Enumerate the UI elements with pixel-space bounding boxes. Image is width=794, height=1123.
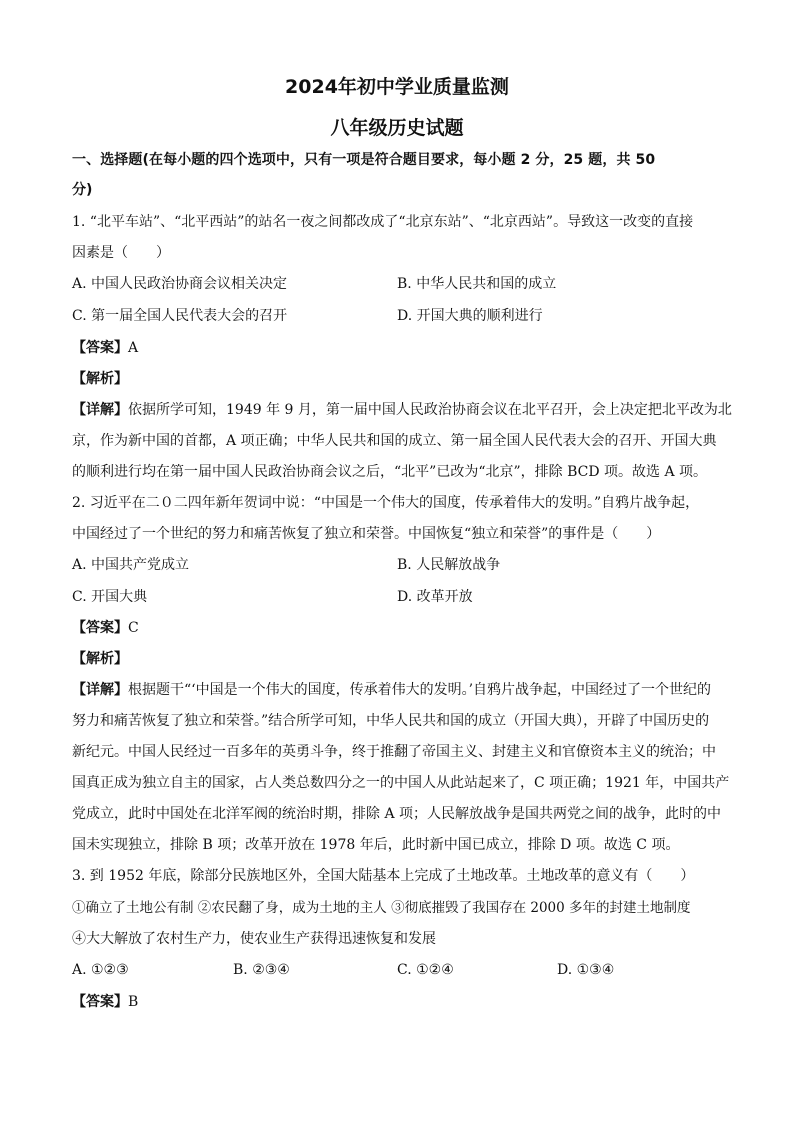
q2-answer-value: C <box>128 620 139 636</box>
q2-analysis-label: 【解析】 <box>72 651 128 667</box>
q2-stem-cont: 中国经过了一个世纪的努力和痛苦恢复了独立和荣誉。中国恢复“独立和荣誉”的事件是（ ） <box>72 526 661 542</box>
q3-stem-statements-cont: ④大大解放了农村生产力，使农业生产获得迅速恢复和发展 <box>72 931 436 947</box>
q2-option-d: D. 改革开放 <box>397 589 473 605</box>
page-subtitle: 八年级历史试题 <box>330 117 464 139</box>
q3-option-a: A. ①②③ <box>72 962 129 978</box>
section-heading-cont: 分) <box>72 182 93 198</box>
q3-answer: 【答案】B <box>72 994 139 1010</box>
q2-option-a: A. 中国共产党成立 <box>72 557 190 573</box>
q2-detail-cont: 党成立，此时中国处在北洋军阀的统治时期，排除 A 项；人民解放战争是国共两党之间的战争，此时的中 <box>72 806 722 822</box>
q2-option-b: B. 人民解放战争 <box>397 557 501 573</box>
q1-analysis-label: 【解析】 <box>72 371 128 387</box>
q2-detail-cont: 努力和痛苦恢复了独立和荣誉。”结合所学可知，中华人民共和国的成立（开国大典），开辟了中国历史的 <box>72 713 710 729</box>
q3-answer-value: B <box>128 994 139 1010</box>
q3-stem-statements: ①确立了土地公有制 ②农民翻了身，成为土地的主人 ③彻底摧毁了我国存在 2000 多年的封建土地制度 <box>72 900 691 916</box>
q1-answer <box>72 338 138 358</box>
q1-option-b: B. 中华人民共和国的成立 <box>397 276 557 292</box>
q2-detail: 【详解】根据题干“‘中国是一个伟大的国度，传承着伟大的发明。’自鸦片战争起，中国经过了一个世纪的 <box>72 682 712 698</box>
q2-detail-cont: 新纪元。中国人民经过一百多年的英勇斗争，终于推翻了帝国主义、封建主义和官僚资本主义的统治；中 <box>72 744 716 760</box>
q1-detail-cont: 的顺利进行均在第一届中国人民政治协商会议之后，“北平”已改为“北京”，排除 BCD 项。故选 A 项。 <box>72 464 708 480</box>
q2-answer: 【答案】C <box>72 620 139 636</box>
q3-option-d: D. ①③④ <box>557 962 615 978</box>
q3-stem: 3. 到 1952 年底，除部分民族地区外，全国大陆基本上完成了土地改革。土地改革的意义有（ ） <box>72 868 695 884</box>
q1-answer-value: A <box>128 340 139 356</box>
q1-stem: 1. “北平车站”、“北平西站”的站名一夜之间都改成了“北京东站”、“北京西站”。导致这一改变的直接 <box>72 214 694 230</box>
q2-stem: 2. 习近平在二０二四年新年贺词中说：“中国是一个伟大的国度，传承着伟大的发明。”自鸦片战争起， <box>72 495 700 511</box>
q2-option-c: C. 开国大典 <box>72 589 148 605</box>
q1-option-d: D. 开国大典的顺利进行 <box>397 308 543 324</box>
section-heading: 一、选择题(在每小题的四个选项中，只有一项是符合题目要求，每小题 2 分，25 题，共 50 <box>72 152 656 168</box>
answer-label: 【答案】 <box>72 340 128 356</box>
q1-option-c: C. 第一届全国人民代表大会的召开 <box>72 308 288 324</box>
detail-label: 【详解】 <box>72 402 128 418</box>
q2-detail-cont: 国未实现独立，排除 B 项；改革开放在 1978 年后，此时新中国已成立，排除 D 项。故选 C 项。 <box>72 837 680 853</box>
q3-option-c: C. ①②④ <box>397 962 454 978</box>
q1-detail: 【详解】依据所学可知，1949 年 9 月，第一届中国人民政治协商会议在北平召开，会上决定把北平改为北 <box>72 402 732 418</box>
q3-option-b: B. ②③④ <box>233 962 290 978</box>
q1-detail-cont: 京，作为新中国的首都，A 项正确；中华人民共和国的成立、第一届全国人民代表大会的召开、开国大典 <box>72 433 717 449</box>
q1-stem-cont: 因素是（ ） <box>72 245 170 261</box>
q2-detail-cont: 国真正成为独立自主的国家，占人类总数四分之一的中国人从此站起来了，C 项正确；1921 年，中国共产 <box>72 775 730 791</box>
page-title: 2024年初中学业质量监测 <box>285 76 509 98</box>
q1-option-a: A. 中国人民政治协商会议相关决定 <box>72 276 288 292</box>
